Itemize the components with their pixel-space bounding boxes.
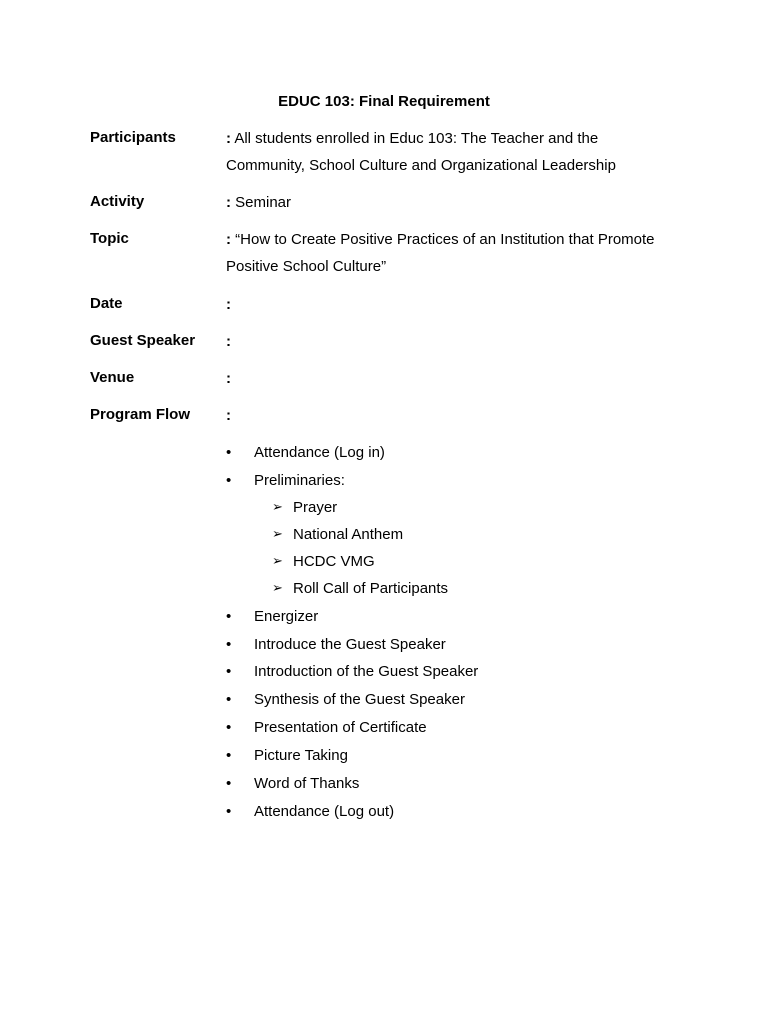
list-item-text: Preliminaries: [254, 472, 345, 489]
venue-colon: : [226, 370, 231, 387]
activity-label: Activity [90, 193, 145, 210]
list-item-text: Presentation of Certificate [254, 719, 427, 736]
sub-list-item-text: Roll Call of Participants [293, 580, 449, 597]
list-item-text: Introduction of the Guest Speaker [254, 663, 479, 680]
date-value [226, 291, 686, 318]
sub-list-item-text: HCDC VMG [293, 553, 375, 570]
date-label: Date [90, 295, 123, 312]
bullet-icon: • [226, 472, 232, 489]
sub-list-item-text: National Anthem [293, 526, 404, 543]
topic-label: Topic [90, 230, 129, 247]
bullet-icon: • [226, 803, 232, 820]
participants-line2: Community, School Culture and Organizational Leadership [226, 157, 616, 174]
topic-line1: “How to Create Positive Practices of an Institution that Promote [231, 231, 655, 248]
list-item-text: Picture Taking [254, 747, 348, 764]
topic-line2: Positive School Culture” [226, 258, 387, 275]
date-colon: : [226, 296, 231, 313]
activity-text: Seminar [231, 194, 292, 211]
bullet-icon: • [226, 775, 232, 792]
program-flow-label: Program Flow [90, 406, 191, 423]
list-item-text: Introduce the Guest Speaker [254, 636, 446, 653]
list-item-text: Word of Thanks [254, 775, 360, 792]
list-item-text: Synthesis of the Guest Speaker [254, 691, 465, 708]
document-title: EDUC 103: Final Requirement [278, 93, 490, 110]
activity-value [226, 189, 686, 216]
arrow-bullet-icon: ➢ [272, 499, 283, 514]
bullet-icon: • [226, 663, 232, 680]
bullet-icon: • [226, 747, 232, 764]
guest-speaker-value [226, 328, 686, 355]
topic-value [226, 226, 686, 280]
participants-value [226, 125, 686, 179]
topic-colon: : [226, 231, 231, 248]
participants-colon: : [226, 130, 231, 147]
venue-value [226, 365, 686, 392]
guest-speaker-colon: : [226, 333, 231, 350]
bullet-icon: • [226, 719, 232, 736]
sub-list-item-text: Prayer [293, 499, 338, 516]
program-flow-value [226, 402, 686, 429]
bullet-icon: • [226, 444, 232, 461]
bullet-icon: • [226, 608, 232, 625]
list-item-text: Energizer [254, 608, 319, 625]
guest-speaker-label: Guest Speaker [90, 332, 196, 349]
bullet-icon: • [226, 636, 232, 653]
venue-label: Venue [90, 369, 135, 386]
participants-label: Participants [90, 129, 176, 146]
arrow-bullet-icon: ➢ [272, 553, 283, 568]
bullet-icon: • [226, 691, 232, 708]
list-item-text: Attendance (Log out) [254, 803, 395, 820]
program-flow-colon: : [226, 407, 231, 424]
participants-line1: All students enrolled in Educ 103: The Teacher and the [231, 130, 599, 147]
arrow-bullet-icon: ➢ [272, 580, 283, 595]
arrow-bullet-icon: ➢ [272, 526, 283, 541]
list-item-text: Attendance (Log in) [254, 444, 385, 461]
activity-colon: : [226, 194, 231, 211]
